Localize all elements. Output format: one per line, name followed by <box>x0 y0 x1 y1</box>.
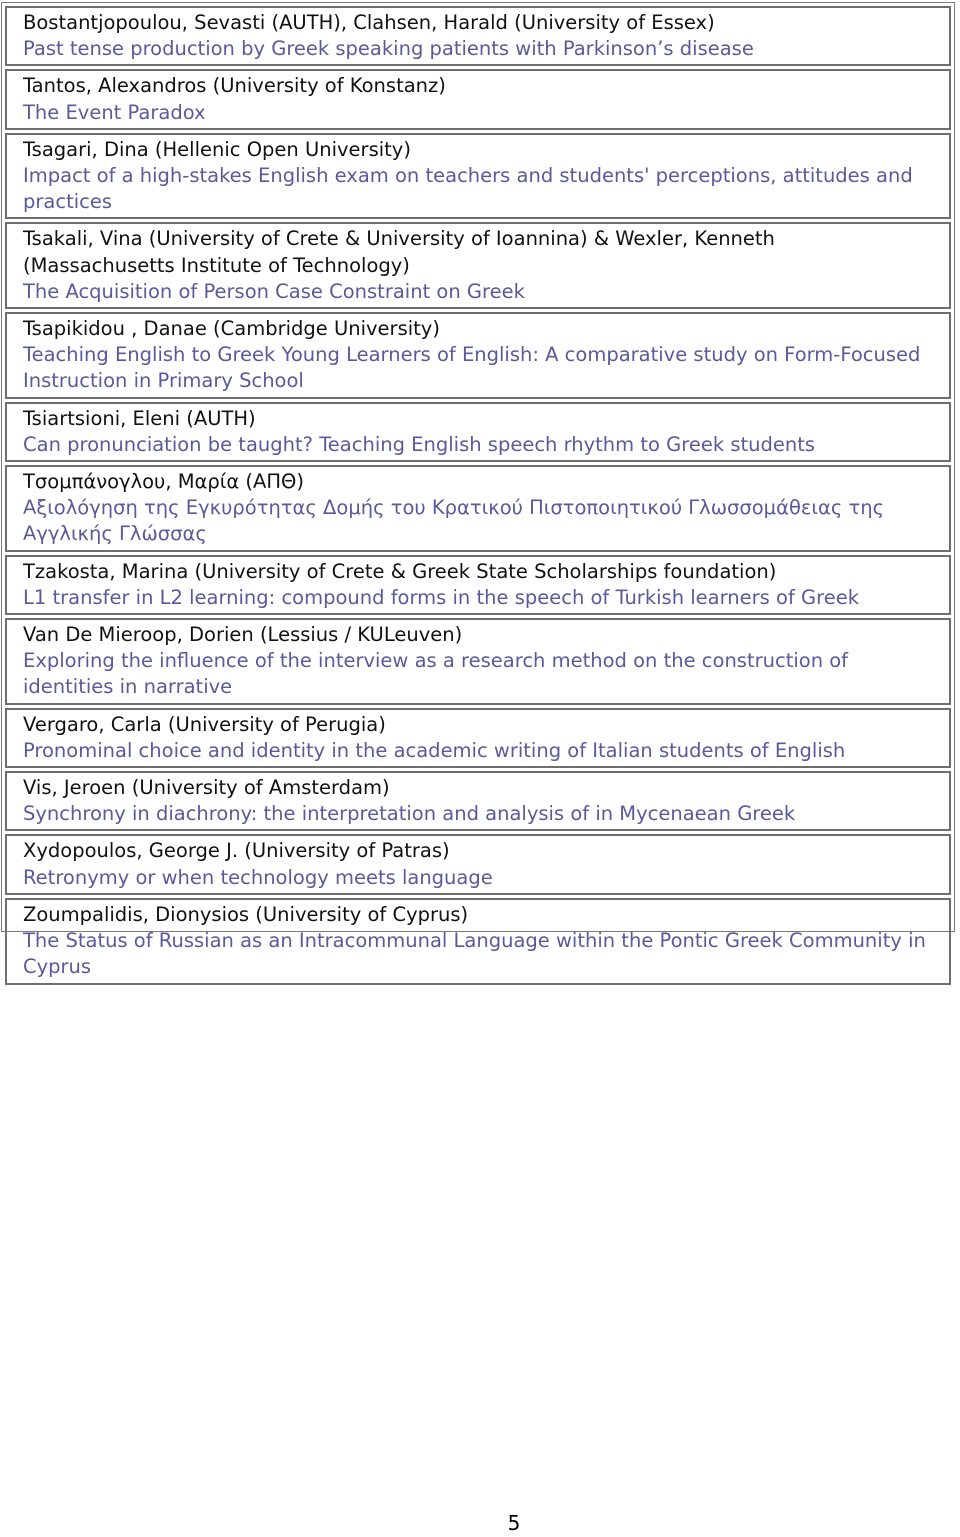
entry-title: Retronymy or when technology meets language <box>23 865 493 889</box>
page-number: 5 <box>507 1511 521 1535</box>
entry-tsompanoglou <box>5 465 951 552</box>
entry-author: Bostantjopoulou, Sevasti (AUTH), Clahsen, Harald (University of Essex) <box>23 11 715 34</box>
entry-title: Can pronunciation be taught? Teaching English speech rhythm to Greek students <box>23 432 816 456</box>
entry-zoumpalidis <box>5 898 951 985</box>
entry-bostantjopoulou <box>5 6 951 66</box>
entry-title: Past tense production by Greek speaking patients with Parkinson’s disease <box>23 37 754 61</box>
entry-author: Tsagari, Dina (Hellenic Open University) <box>23 137 411 161</box>
entry-title: Teaching English to Greek Young Learners of English: A comparative study on Form-Focused Instruction in Primary School <box>23 343 921 393</box>
entry-author: Vergaro, Carla (University of Perugia) <box>23 712 386 736</box>
entry-author: Tsiartsioni, Eleni (AUTH) <box>23 406 256 430</box>
entry-xydopoulos <box>5 834 951 894</box>
entry-title: Synchrony in diachrony: the interpretation and analysis of in Mycenaean Greek <box>23 802 796 826</box>
entry-van-de-mieroop <box>5 618 951 705</box>
entry-tantos <box>5 69 951 129</box>
entry-author: Zoumpalidis, Dionysios (University of Cyprus) <box>23 902 469 926</box>
entry-vergaro <box>5 708 951 768</box>
entry-tsapikidou <box>5 312 951 399</box>
entry-author: Tzakosta, Marina (University of Crete & Greek State Scholarships foundation) <box>23 559 777 583</box>
entry-title: Pronominal choice and identity in the academic writing of Italian students of English <box>23 738 846 762</box>
entry-tsakali <box>5 222 951 309</box>
entry-author: Tantos, Alexandros (University of Konstanz) <box>23 74 446 98</box>
entry-title: L1 transfer in L2 learning: compound forms in the speech of Turkish learners of Greek <box>23 585 859 609</box>
entry-author: Tsakali, Vina (University of Crete & University of Ioannina) & Wexler, Kenneth <box>23 227 775 251</box>
entry-author: Vis, Jeroen (University of Amsterdam) <box>23 776 390 800</box>
entry-tsiartsioni <box>5 402 951 462</box>
entry-title: The Event Paradox <box>23 100 206 124</box>
entry-vis <box>5 771 951 831</box>
entry-title: Impact of a high-stakes English exam on teachers and students' perceptions, attitudes and practices <box>23 164 913 214</box>
entry-tsagari <box>5 133 951 220</box>
entry-author: Van De Mieroop, Dorien (Lessius / KULeuven) <box>23 623 463 647</box>
entry-title: Exploring the influence of the interview as a research method on the construction of identities in narrative <box>23 649 849 699</box>
entry-author-continued: (Massachusetts Institute of Technology) <box>23 253 410 277</box>
entry-author: Xydopoulos, George J. (University of Patras) <box>23 839 450 863</box>
entry-author: Τσομπάνογλου, Μαρία (ΑΠΘ) <box>23 470 304 494</box>
abstracts-table <box>1 2 955 979</box>
entry-tzakosta <box>5 555 951 615</box>
entry-title: Αξιολόγηση της Εγκυρότητας Δομής του Κρατικού Πιστοποιητικού Γλωσσομάθειας της Αγγλικής Γλώσσας <box>23 496 885 546</box>
entry-author: Tsapikidou , Danae (Cambridge University) <box>23 317 440 341</box>
entry-title: The Acquisition of Person Case Constraint on Greek <box>23 279 525 303</box>
entry-title: The Status of Russian as an Intracommunal Language within the Pontic Greek Community in Cyprus <box>23 929 926 979</box>
